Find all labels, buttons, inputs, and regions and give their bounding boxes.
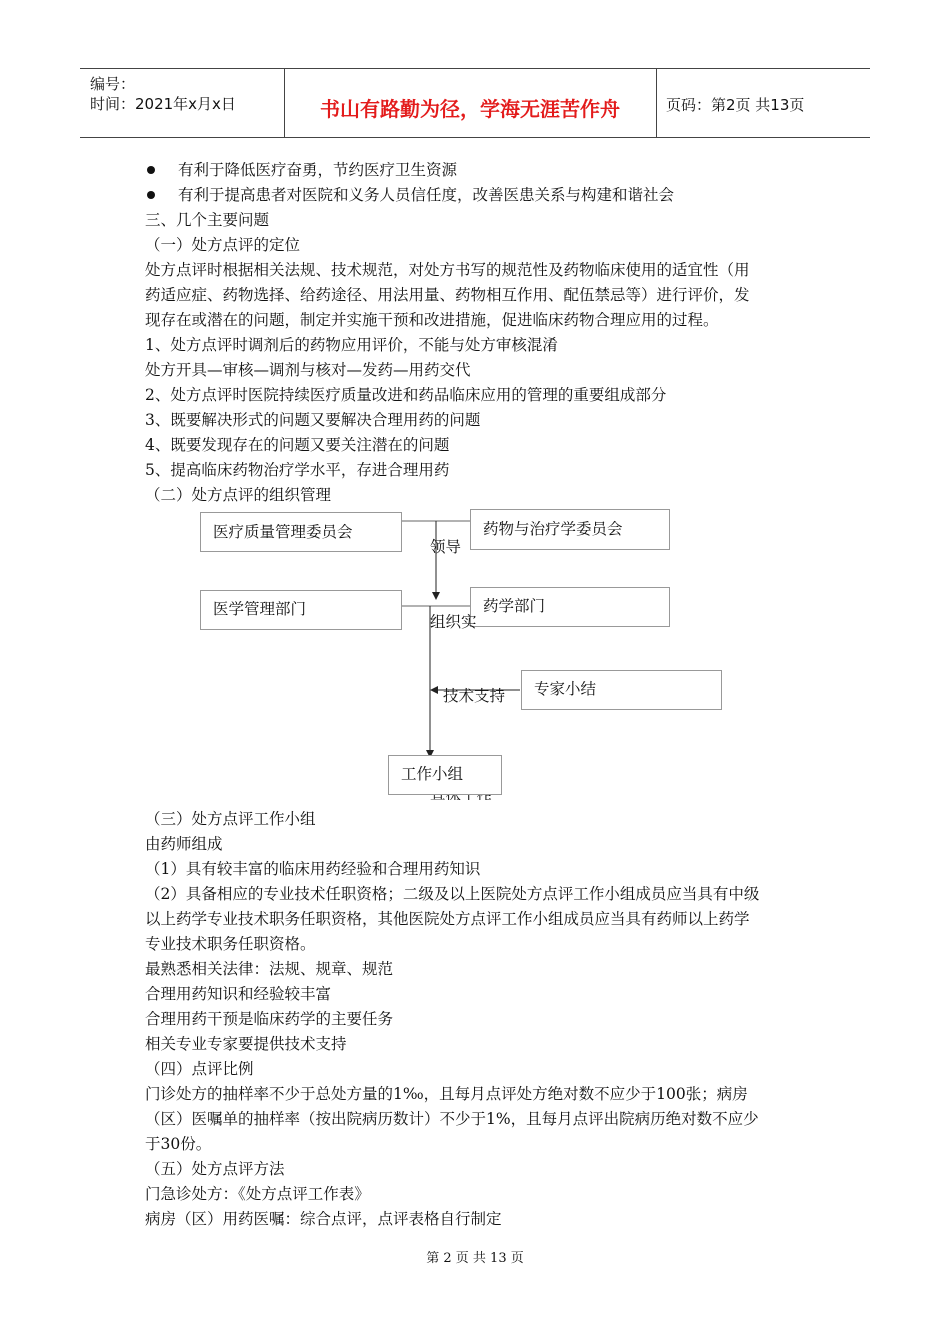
subsection-heading: （五）处方点评方法 xyxy=(145,1160,285,1178)
paragraph-line: 以上药学专业技术职务任职资格，其他医院处方点评工作小组成员应当具有药师以上药学 xyxy=(145,910,750,928)
paragraph-line: 处方开具—审核—调剂与核对—发药—用药交代 xyxy=(145,361,471,379)
subsection-heading: （一）处方点评的定位 xyxy=(145,236,301,254)
list-item: 3、既要解决形式的问题又要解决合理用药的问题 xyxy=(145,411,481,429)
label-lead: 领导 xyxy=(430,538,462,556)
list-item: （2）具备相应的专业技术任职资格；二级及以上医院处方点评工作小组成员应当具有中级 xyxy=(145,885,760,903)
document-number-label: 编号： xyxy=(90,75,136,93)
paragraph-line: 最熟悉相关法律：法规、规章、规范 xyxy=(145,960,394,978)
box-quality-committee: 医疗质量管理委员会 xyxy=(200,512,402,552)
box-expert-group: 专家小结 xyxy=(521,670,722,710)
list-item: 4、既要发现存在的问题又要关注潜在的问题 xyxy=(145,436,450,454)
box-medical-department: 医学管理部门 xyxy=(200,590,402,630)
document-date: 时间：2021年x月x日 xyxy=(90,95,236,113)
bullet-item: 有利于提高患者对医院和义务人员信任度，改善医患关系与构建和谐社会 xyxy=(178,186,675,204)
paragraph-line: 现存在或潜在的问题，制定并实施干预和改进措施，促进临床药物合理应用的过程。 xyxy=(145,311,719,329)
list-item: （1）具有较丰富的临床用药经验和合理用药知识 xyxy=(145,860,481,878)
section-heading: 三、几个主要问题 xyxy=(145,211,270,229)
bullet-item: 有利于降低医疗奋勇，节约医疗卫生资源 xyxy=(178,161,458,179)
paragraph-line: （区）医嘱单的抽样率（按出院病历数计）不少于1%，且每月点评出院病历绝对数不应少 xyxy=(145,1110,759,1128)
paragraph-line: 合理用药干预是临床药学的主要任务 xyxy=(145,1010,394,1028)
header-motto: 书山有路勤为径，学海无涯苦作舟 xyxy=(320,97,620,121)
paragraph-line: 处方点评时根据相关法规、技术规范，对处方书写的规范性及药物临床使用的适宜性（用 xyxy=(145,261,750,279)
paragraph-line: 药适应症、药物选择、给药途径、用法用量、药物相互作用、配伍禁忌等）进行评价，发 xyxy=(145,286,750,304)
paragraph-line: 专业技术职务任职资格。 xyxy=(145,935,316,953)
label-organize: 组织实 xyxy=(430,613,477,631)
subsection-heading: （二）处方点评的组织管理 xyxy=(145,486,332,504)
header-page-info: 页码：第2页 共13页 xyxy=(666,96,805,114)
page-footer: 第 2 页 共 13 页 xyxy=(426,1251,524,1266)
paragraph-line: 于30份。 xyxy=(145,1135,212,1153)
subsection-heading: （三）处方点评工作小组 xyxy=(145,810,316,828)
paragraph-line: 相关专业专家要提供技术支持 xyxy=(145,1035,347,1053)
paragraph-line: 病房（区）用药医嘱：综合点评，点评表格自行制定 xyxy=(145,1210,502,1228)
list-item: 5、提高临床药物治疗学水平，存进合理用药 xyxy=(145,461,450,479)
list-item: 2、处方点评时医院持续医疗质量改进和药品临床应用的管理的重要组成部分 xyxy=(145,386,667,404)
paragraph-line: 门诊处方的抽样率不少于总处方量的1‰，且每月点评处方绝对数不应少于100张；病房 xyxy=(145,1085,748,1103)
label-technical-support: 技术支持 xyxy=(443,687,506,705)
paragraph-line: 门急诊处方：《处方点评工作表》 xyxy=(145,1185,370,1203)
subsection-heading: （四）点评比例 xyxy=(145,1060,254,1078)
box-pharmacy-committee: 药物与治疗学委员会 xyxy=(470,509,670,550)
list-item: 1、处方点评时调剂后的药物应用评价，不能与处方审核混淆 xyxy=(145,336,558,354)
box-work-group: 工作小组 xyxy=(388,755,502,795)
paragraph-line: 由药师组成 xyxy=(145,835,223,853)
box-pharmacy-department: 药学部门 xyxy=(470,587,670,627)
paragraph-line: 合理用药知识和经验较丰富 xyxy=(145,985,332,1003)
